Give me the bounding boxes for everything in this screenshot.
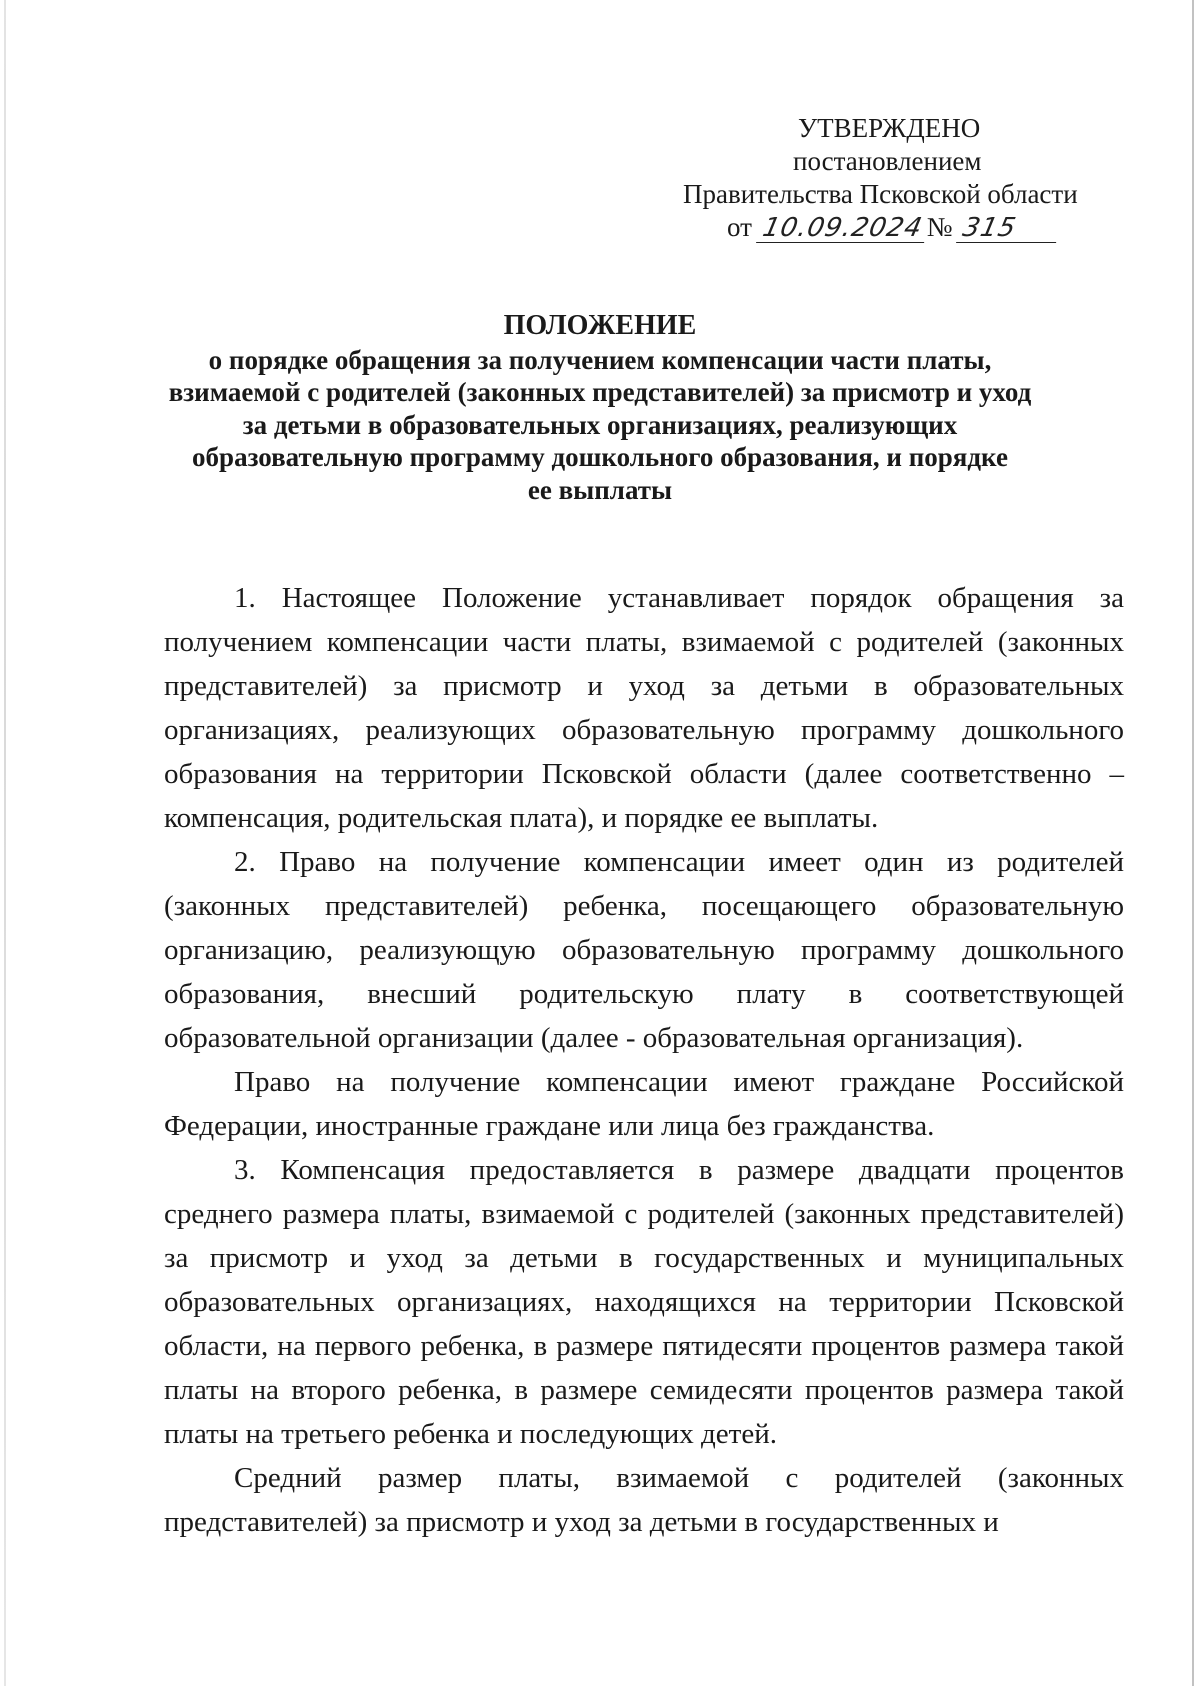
document-title-block xyxy=(120,310,1080,506)
decree-date-line xyxy=(660,211,1120,244)
decree-label: постановлением xyxy=(793,146,982,176)
paragraph-1: 1. Настоящее Положение устанавливает порядок обращения за получением компенсации части платы, взимаемой с родителей (законных представителей) за присмотр и уход за детьми в образовательных организациях, реализующих образовательную программу дошкольного образования на территории Псковской области (далее соответственно – компенсация, родительская плата), и порядке ее выплаты. xyxy=(164,582,1124,834)
handwritten-number: 315 xyxy=(956,215,1062,243)
paragraph-2-continued: Право на получение компенсации имеют граждане Российской Федерации, иностранные граждане или лица без гражданства. xyxy=(164,1066,1124,1142)
document-body xyxy=(164,576,1124,1544)
title-subtitle-line: ее выплаты xyxy=(527,474,673,505)
approved-label: УТВЕРЖДЕНО xyxy=(798,113,981,143)
approval-stamp-block xyxy=(660,112,1120,244)
document-title: ПОЛОЖЕНИЕ xyxy=(503,310,697,341)
number-sign: № xyxy=(926,212,953,242)
paragraph-3: 3. Компенсация предоставляется в размере двадцати процентов среднего размера платы, взимаемой с родителей (законных представителей) за присмотр и уход за детьми в государственных и муниципальных образовательных организациях, находящихся на территории Псковской области, на первого ребенка, в размере пятидесяти процентов размера такой платы на второго ребенка, в размере семидесяти процентов размера такой платы на третьего ребенка и последующих детей. xyxy=(164,1154,1124,1450)
date-prefix: от xyxy=(727,212,752,242)
handwritten-date: 10.09.2024 xyxy=(756,215,930,243)
scan-edge-left xyxy=(4,0,6,1686)
paragraph-2: 2. Право на получение компенсации имеет один из родителей (законных представителей) ребенка, посещающего образовательную организацию, реализующую образовательную программу дошкольного образования, внесший родительскую плату в соответствующей образовательной организации (далее - образовательная организация). xyxy=(164,846,1124,1054)
scan-edge-right xyxy=(1192,0,1194,1686)
title-subtitle-line: за детьми в образовательных организациях, реализующих xyxy=(242,409,958,440)
title-subtitle-line: образовательную программу дошкольного образования, и порядке xyxy=(192,442,1008,472)
title-subtitle-line: о порядке обращения за получением компенсации части платы, xyxy=(208,344,992,375)
paragraph-3-continued: Средний размер платы, взимаемой с родителей (законных представителей) за присмотр и уход за детьми в государственных и xyxy=(164,1462,1124,1538)
government-label: Правительства Псковской области xyxy=(683,179,1078,209)
title-subtitle-line: взимаемой с родителей (законных представителей) за присмотр и уход xyxy=(168,377,1032,407)
